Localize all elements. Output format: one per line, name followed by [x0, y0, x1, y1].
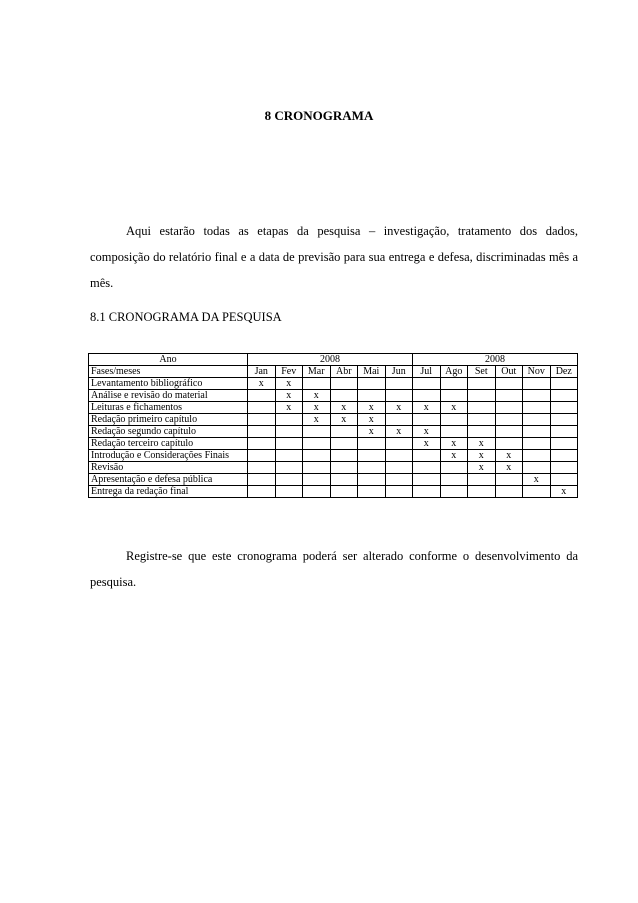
schedule-cell [330, 486, 358, 498]
schedule-mark: x [413, 438, 441, 450]
phases-header: Fases/meses [89, 366, 248, 378]
month-header: Abr [330, 366, 358, 378]
schedule-cell [550, 390, 578, 402]
schedule-cell [550, 474, 578, 486]
schedule-cell [385, 378, 413, 390]
schedule-cell [523, 486, 551, 498]
schedule-cell [358, 462, 386, 474]
schedule-mark: x [248, 378, 276, 390]
schedule-cell [440, 486, 468, 498]
schedule-mark: x [303, 402, 331, 414]
schedule-mark: x [468, 462, 496, 474]
schedule-cell [275, 450, 303, 462]
schedule-cell [468, 426, 496, 438]
schedule-mark: x [303, 414, 331, 426]
month-header: Nov [523, 366, 551, 378]
schedule-cell [495, 474, 523, 486]
schedule-cell [275, 486, 303, 498]
schedule-cell [275, 414, 303, 426]
schedule-mark: x [330, 414, 358, 426]
month-header: Jul [413, 366, 441, 378]
phase-label: Introdução e Considerações Finais [89, 450, 248, 462]
schedule-cell [468, 414, 496, 426]
schedule-mark: x [385, 402, 413, 414]
table-row [89, 474, 578, 486]
year-first-half: 2008 [248, 354, 413, 366]
schedule-cell [523, 438, 551, 450]
schedule-cell [440, 378, 468, 390]
table-row [89, 426, 578, 438]
table-row [89, 462, 578, 474]
month-header: Fev [275, 366, 303, 378]
schedule-cell [385, 474, 413, 486]
schedule-cell [495, 402, 523, 414]
month-header: Jan [248, 366, 276, 378]
schedule-cell [330, 390, 358, 402]
schedule-cell [303, 378, 331, 390]
schedule-cell [248, 450, 276, 462]
schedule-mark: x [275, 390, 303, 402]
closing-paragraph: Registre-se que este cronograma poderá ser alterado conforme o desenvolvimento da pesquisa. [90, 549, 578, 589]
schedule-cell [523, 450, 551, 462]
schedule-cell [358, 486, 386, 498]
schedule-cell [550, 378, 578, 390]
schedule-cell [413, 462, 441, 474]
phase-label: Análise e revisão do material [89, 390, 248, 402]
schedule-cell [248, 486, 276, 498]
schedule-cell [330, 438, 358, 450]
schedule-cell [303, 426, 331, 438]
schedule-cell [303, 486, 331, 498]
schedule-mark: x [358, 414, 386, 426]
schedule-cell [248, 414, 276, 426]
table-row [89, 438, 578, 450]
schedule-mark: x [385, 426, 413, 438]
schedule-mark: x [440, 402, 468, 414]
schedule-cell [468, 390, 496, 402]
schedule-cell [358, 378, 386, 390]
schedule-cell [385, 462, 413, 474]
schedule-mark: x [468, 450, 496, 462]
schedule-cell [303, 462, 331, 474]
schedule-cell [303, 474, 331, 486]
schedule-cell [275, 426, 303, 438]
schedule-mark: x [550, 486, 578, 498]
schedule-cell [468, 378, 496, 390]
table-row [89, 390, 578, 402]
schedule-mark: x [330, 402, 358, 414]
schedule-cell [248, 462, 276, 474]
month-header: Jun [385, 366, 413, 378]
schedule-cell [550, 414, 578, 426]
schedule-mark: x [468, 438, 496, 450]
schedule-cell [440, 414, 468, 426]
schedule-cell [440, 474, 468, 486]
table-row [89, 486, 578, 498]
schedule-cell [550, 462, 578, 474]
schedule-table [88, 353, 578, 498]
schedule-cell [523, 402, 551, 414]
month-header: Dez [550, 366, 578, 378]
schedule-cell [495, 486, 523, 498]
phase-label: Entrega da redação final [89, 486, 248, 498]
schedule-body [89, 378, 578, 498]
schedule-mark: x [495, 462, 523, 474]
schedule-mark: x [440, 438, 468, 450]
phase-label: Redação terceiro capítulo [89, 438, 248, 450]
schedule-cell [385, 450, 413, 462]
schedule-cell [523, 462, 551, 474]
schedule-cell [358, 390, 386, 402]
month-header: Mai [358, 366, 386, 378]
schedule-mark: x [413, 402, 441, 414]
month-header: Out [495, 366, 523, 378]
schedule-cell [468, 402, 496, 414]
schedule-mark: x [495, 450, 523, 462]
schedule-mark: x [523, 474, 551, 486]
table-row [89, 402, 578, 414]
schedule-cell [495, 438, 523, 450]
table-row [89, 414, 578, 426]
schedule-cell [413, 414, 441, 426]
schedule-cell [413, 390, 441, 402]
phase-label: Leituras e fichamentos [89, 402, 248, 414]
schedule-cell [550, 438, 578, 450]
schedule-cell [330, 426, 358, 438]
schedule-cell [523, 426, 551, 438]
schedule-cell [523, 414, 551, 426]
schedule-mark: x [275, 378, 303, 390]
schedule-cell [248, 426, 276, 438]
schedule-cell [550, 426, 578, 438]
schedule-cell [413, 450, 441, 462]
schedule-mark: x [303, 390, 331, 402]
schedule-cell [495, 390, 523, 402]
schedule-cell [523, 378, 551, 390]
schedule-mark: x [440, 450, 468, 462]
schedule-cell [440, 426, 468, 438]
year-label: Ano [89, 354, 248, 366]
schedule-cell [303, 450, 331, 462]
phase-label: Revisão [89, 462, 248, 474]
schedule-cell [248, 390, 276, 402]
schedule-cell [550, 450, 578, 462]
month-header: Mar [303, 366, 331, 378]
page-title: 8 CRONOGRAMA [264, 108, 374, 123]
schedule-cell [468, 474, 496, 486]
table-row [89, 450, 578, 462]
schedule-cell [440, 462, 468, 474]
schedule-cell [248, 402, 276, 414]
schedule-mark: x [413, 426, 441, 438]
schedule-cell [330, 474, 358, 486]
schedule-cell [385, 390, 413, 402]
schedule-cell [248, 438, 276, 450]
schedule-cell [413, 486, 441, 498]
phase-label: Redação segundo capítulo [89, 426, 248, 438]
schedule-cell [385, 414, 413, 426]
schedule-mark: x [358, 402, 386, 414]
schedule-cell [248, 474, 276, 486]
schedule-cell [358, 438, 386, 450]
year-second-half: 2008 [413, 354, 578, 366]
schedule-cell [413, 378, 441, 390]
phase-label: Redação primeiro capítulo [89, 414, 248, 426]
schedule-cell [468, 486, 496, 498]
schedule-cell [385, 486, 413, 498]
schedule-mark: x [358, 426, 386, 438]
schedule-cell [358, 450, 386, 462]
schedule-year-row [89, 354, 578, 366]
schedule-mark: x [275, 402, 303, 414]
schedule-cell [495, 414, 523, 426]
schedule-cell [330, 450, 358, 462]
schedule-cell [330, 462, 358, 474]
table-row [89, 378, 578, 390]
phase-label: Apresentação e defesa pública [89, 474, 248, 486]
schedule-cell [495, 426, 523, 438]
section-title: 8.1 CRONOGRAMA DA PESQUISA [90, 310, 282, 324]
schedule-cell [275, 474, 303, 486]
schedule-cell [385, 438, 413, 450]
schedule-cell [275, 462, 303, 474]
schedule-month-row [89, 366, 578, 378]
schedule-cell [440, 390, 468, 402]
schedule-cell [495, 378, 523, 390]
schedule-cell [523, 390, 551, 402]
phase-label: Levantamento bibliográfico [89, 378, 248, 390]
schedule-cell [330, 378, 358, 390]
month-header: Ago [440, 366, 468, 378]
schedule-cell [358, 474, 386, 486]
schedule-cell [550, 402, 578, 414]
schedule-cell [413, 474, 441, 486]
month-header: Set [468, 366, 496, 378]
intro-paragraph: Aqui estarão todas as etapas da pesquisa – investigação, tratamento dos dados, composição do relatório final e a data de previsão para sua entrega e defesa, discriminadas mês a mês. [90, 224, 578, 290]
schedule-cell [275, 438, 303, 450]
schedule-cell [303, 438, 331, 450]
